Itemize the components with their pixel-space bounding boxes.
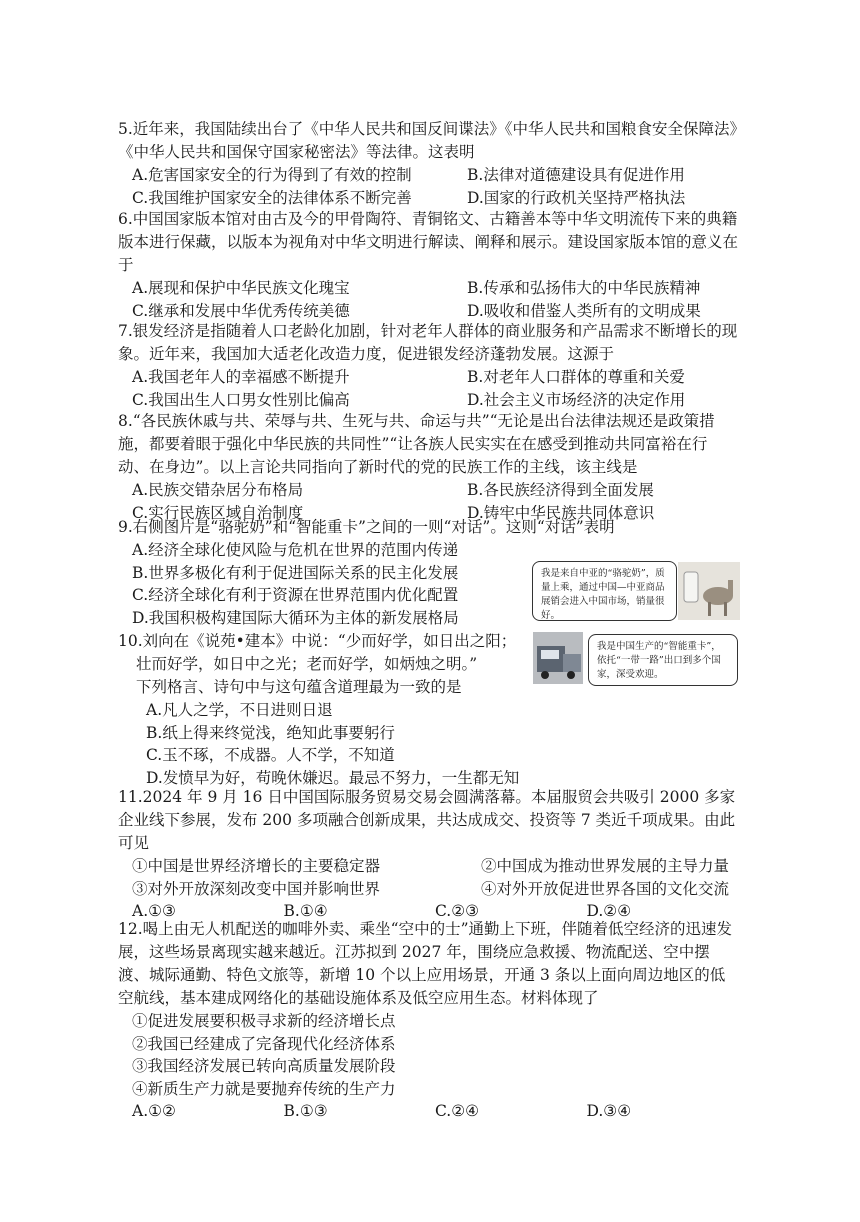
statement-3: ③对外开放深刻改变中国并影响世界 xyxy=(132,879,381,898)
option-a: A.①② xyxy=(132,1102,176,1120)
statement-1: ①中国是世界经济增长的主要稳定器 xyxy=(132,857,381,875)
option-a: A.展现和保护中华民族文化瑰宝 xyxy=(132,279,350,297)
option-b: B.法律对道德建设具有促进作用 xyxy=(467,166,685,184)
option-c: C.继承和发展中华优秀传统美德 xyxy=(132,301,350,320)
option-d: D.③④ xyxy=(586,1102,632,1120)
option-c: C.②④ xyxy=(435,1102,480,1120)
smart-truck-text: 我是中国生产的“智能重卡”，依托“一带一路”出口到多个国家，深受欢迎。 xyxy=(597,641,721,680)
option-c: C.②③ xyxy=(435,902,480,920)
option-b: B.①④ xyxy=(283,902,328,920)
option-b: B.世界多极化有利于促进国际关系的民主化发展 xyxy=(132,563,459,582)
question-stem-line: 壮而好学，如日中之光；老而好学，如炳烛之明。” xyxy=(136,655,478,673)
speech-bubble-smart-truck xyxy=(588,634,738,686)
question-11 xyxy=(118,786,738,923)
question-10-options xyxy=(132,699,752,789)
statement-2: ②我国已经建成了完备现代化经济体系 xyxy=(132,1034,396,1053)
question-7 xyxy=(118,320,738,411)
question-12 xyxy=(118,918,738,1123)
question-stem: 11.2024 年 9 月 16 日中国国际服务贸易交易会圆满落幕。本届服贸会共吸引 2000 多家企业线下参展，发布 200 多项融合创新成果，共达成成交、投资等 7 类近千项成果。由此可见 xyxy=(118,788,736,852)
question-8 xyxy=(118,410,738,524)
option-b: B.①③ xyxy=(283,1102,328,1120)
option-d: D.②④ xyxy=(586,902,632,920)
option-c: C.实行民族区域自治制度 xyxy=(132,503,304,522)
question-stem: 9.右侧图片是“骆驼奶”和“智能重卡”之间的一则“对话”。这则“对话”表明 xyxy=(118,518,615,536)
option-c: C.经济全球化有利于资源在世界范围内优化配置 xyxy=(132,586,459,604)
question-stem-line: 下列格言、诗句中与这句蕴含道理最为一致的是 xyxy=(136,678,462,696)
question-stem: 5.近年来，我国陆续出台了《中华人民共和国反间谍法》《中华人民共和国粮食安全保障法》《中华人民共和国保守国家秘密法》等法律。这表明 xyxy=(118,120,738,161)
statement-4: ④新质生产力就是要抛弃传统的生产力 xyxy=(132,1079,396,1098)
option-a: A.民族交错杂居分布格局 xyxy=(132,481,304,499)
option-a: A.经济全球化使风险与危机在世界的范围内传递 xyxy=(132,541,459,559)
camel-milk-text: 我是来自中亚的“骆驼奶”，质量上乘，通过中国—中亚商品展销会进入中国市场，销量很好。 xyxy=(541,568,665,621)
question-stem: 12.喝上由无人机配送的咖啡外卖、乘坐“空中的士”通勤上下班，伴随着低空经济的迅速发展，这些场景离现实越来越近。江苏拟到 2027 年，围绕应急救援、物流配送、空中摆渡、城际通勤、特色文旅等，新增 10 个以上应用场景，开通 3 条以上面向周边地区的低空航线，基本建成网络化的基础设施体系及低空应用生态。材料体现了 xyxy=(118,920,733,1007)
option-b: B.传承和弘扬伟大的中华民族精神 xyxy=(467,279,701,297)
question-10 xyxy=(118,630,528,699)
option-a: A.危害国家安全的行为得到了有效的控制 xyxy=(132,166,412,184)
question-stem: 6.中国国家版本馆对由古及今的甲骨陶符、青铜铭文、古籍善本等中华文明流传下来的典籍版本进行保藏，以版本为视角对中华文明进行解读、阐释和展示。建设国家版本馆的意义在于 xyxy=(118,210,739,274)
statement-4: ④对外开放促进世界各国的文化交流 xyxy=(481,879,730,898)
option-b: B.纸上得来终觉浅，绝知此事要躬行 xyxy=(146,723,395,742)
truck-image xyxy=(533,632,583,684)
truck-illustration xyxy=(533,632,583,684)
option-b: B.对老年人口群体的尊重和关爱 xyxy=(467,368,685,386)
option-c: C.我国维护国家安全的法律体系不断完善 xyxy=(132,188,412,207)
camel-milk-image xyxy=(678,562,740,620)
option-a: A.我国老年人的幸福感不断提升 xyxy=(132,368,350,386)
statement-1: ①促进发展要积极寻求新的经济增长点 xyxy=(132,1012,396,1030)
option-c: C.我国出生人口男女性别比偏高 xyxy=(132,390,350,409)
option-a: A.①③ xyxy=(132,902,176,920)
option-b: B.各民族经济得到全面发展 xyxy=(467,481,654,499)
option-d: D.铸牢中华民族共同体意识 xyxy=(467,503,655,522)
option-d: D.社会主义市场经济的决定作用 xyxy=(467,390,686,409)
option-c: C.玉不琢，不成器。人不学，不知道 xyxy=(146,746,395,764)
option-d: D.发愤早为好，苟晚休嫌迟。最忌不努力，一生都无知 xyxy=(146,768,520,787)
speech-bubble-camel-milk xyxy=(532,561,677,621)
question-6 xyxy=(118,208,738,322)
option-d: D.我国积极构建国际大循环为主体的新发展格局 xyxy=(132,608,459,627)
camel-illustration xyxy=(678,562,740,620)
question-stem-line: 10.刘向在《说苑•建本》中说：“少而好学，如日出之阳； xyxy=(118,632,517,650)
question-stem: 8.“各民族休戚与共、荣辱与共、生死与共、命运与共”“无论是出台法律法规还是政策措施，都要着眼于强化中华民族的共同性”“让各族人民实实在在感受到推动共同富裕在行动、在身边”。以上言论共同指向了新时代的党的民族工作的主线，该主线是 xyxy=(118,412,715,476)
question-stem: 7.银发经济是指随着人口老龄化加剧，针对老年人群体的商业服务和产品需求不断增长的现象。近年来，我国加大适老化改造力度，促进银发经济蓬勃发展。这源于 xyxy=(118,322,738,363)
question-5 xyxy=(118,118,738,209)
option-a: A.凡人之学，不日进则日退 xyxy=(146,701,333,719)
option-d: D.吸收和借鉴人类所有的文明成果 xyxy=(467,301,701,320)
statement-2: ②中国成为推动世界发展的主导力量 xyxy=(481,857,730,875)
option-d: D.国家的行政机关坚持严格执法 xyxy=(467,188,686,207)
statement-3: ③我国经济发展已转向高质量发展阶段 xyxy=(132,1057,396,1075)
